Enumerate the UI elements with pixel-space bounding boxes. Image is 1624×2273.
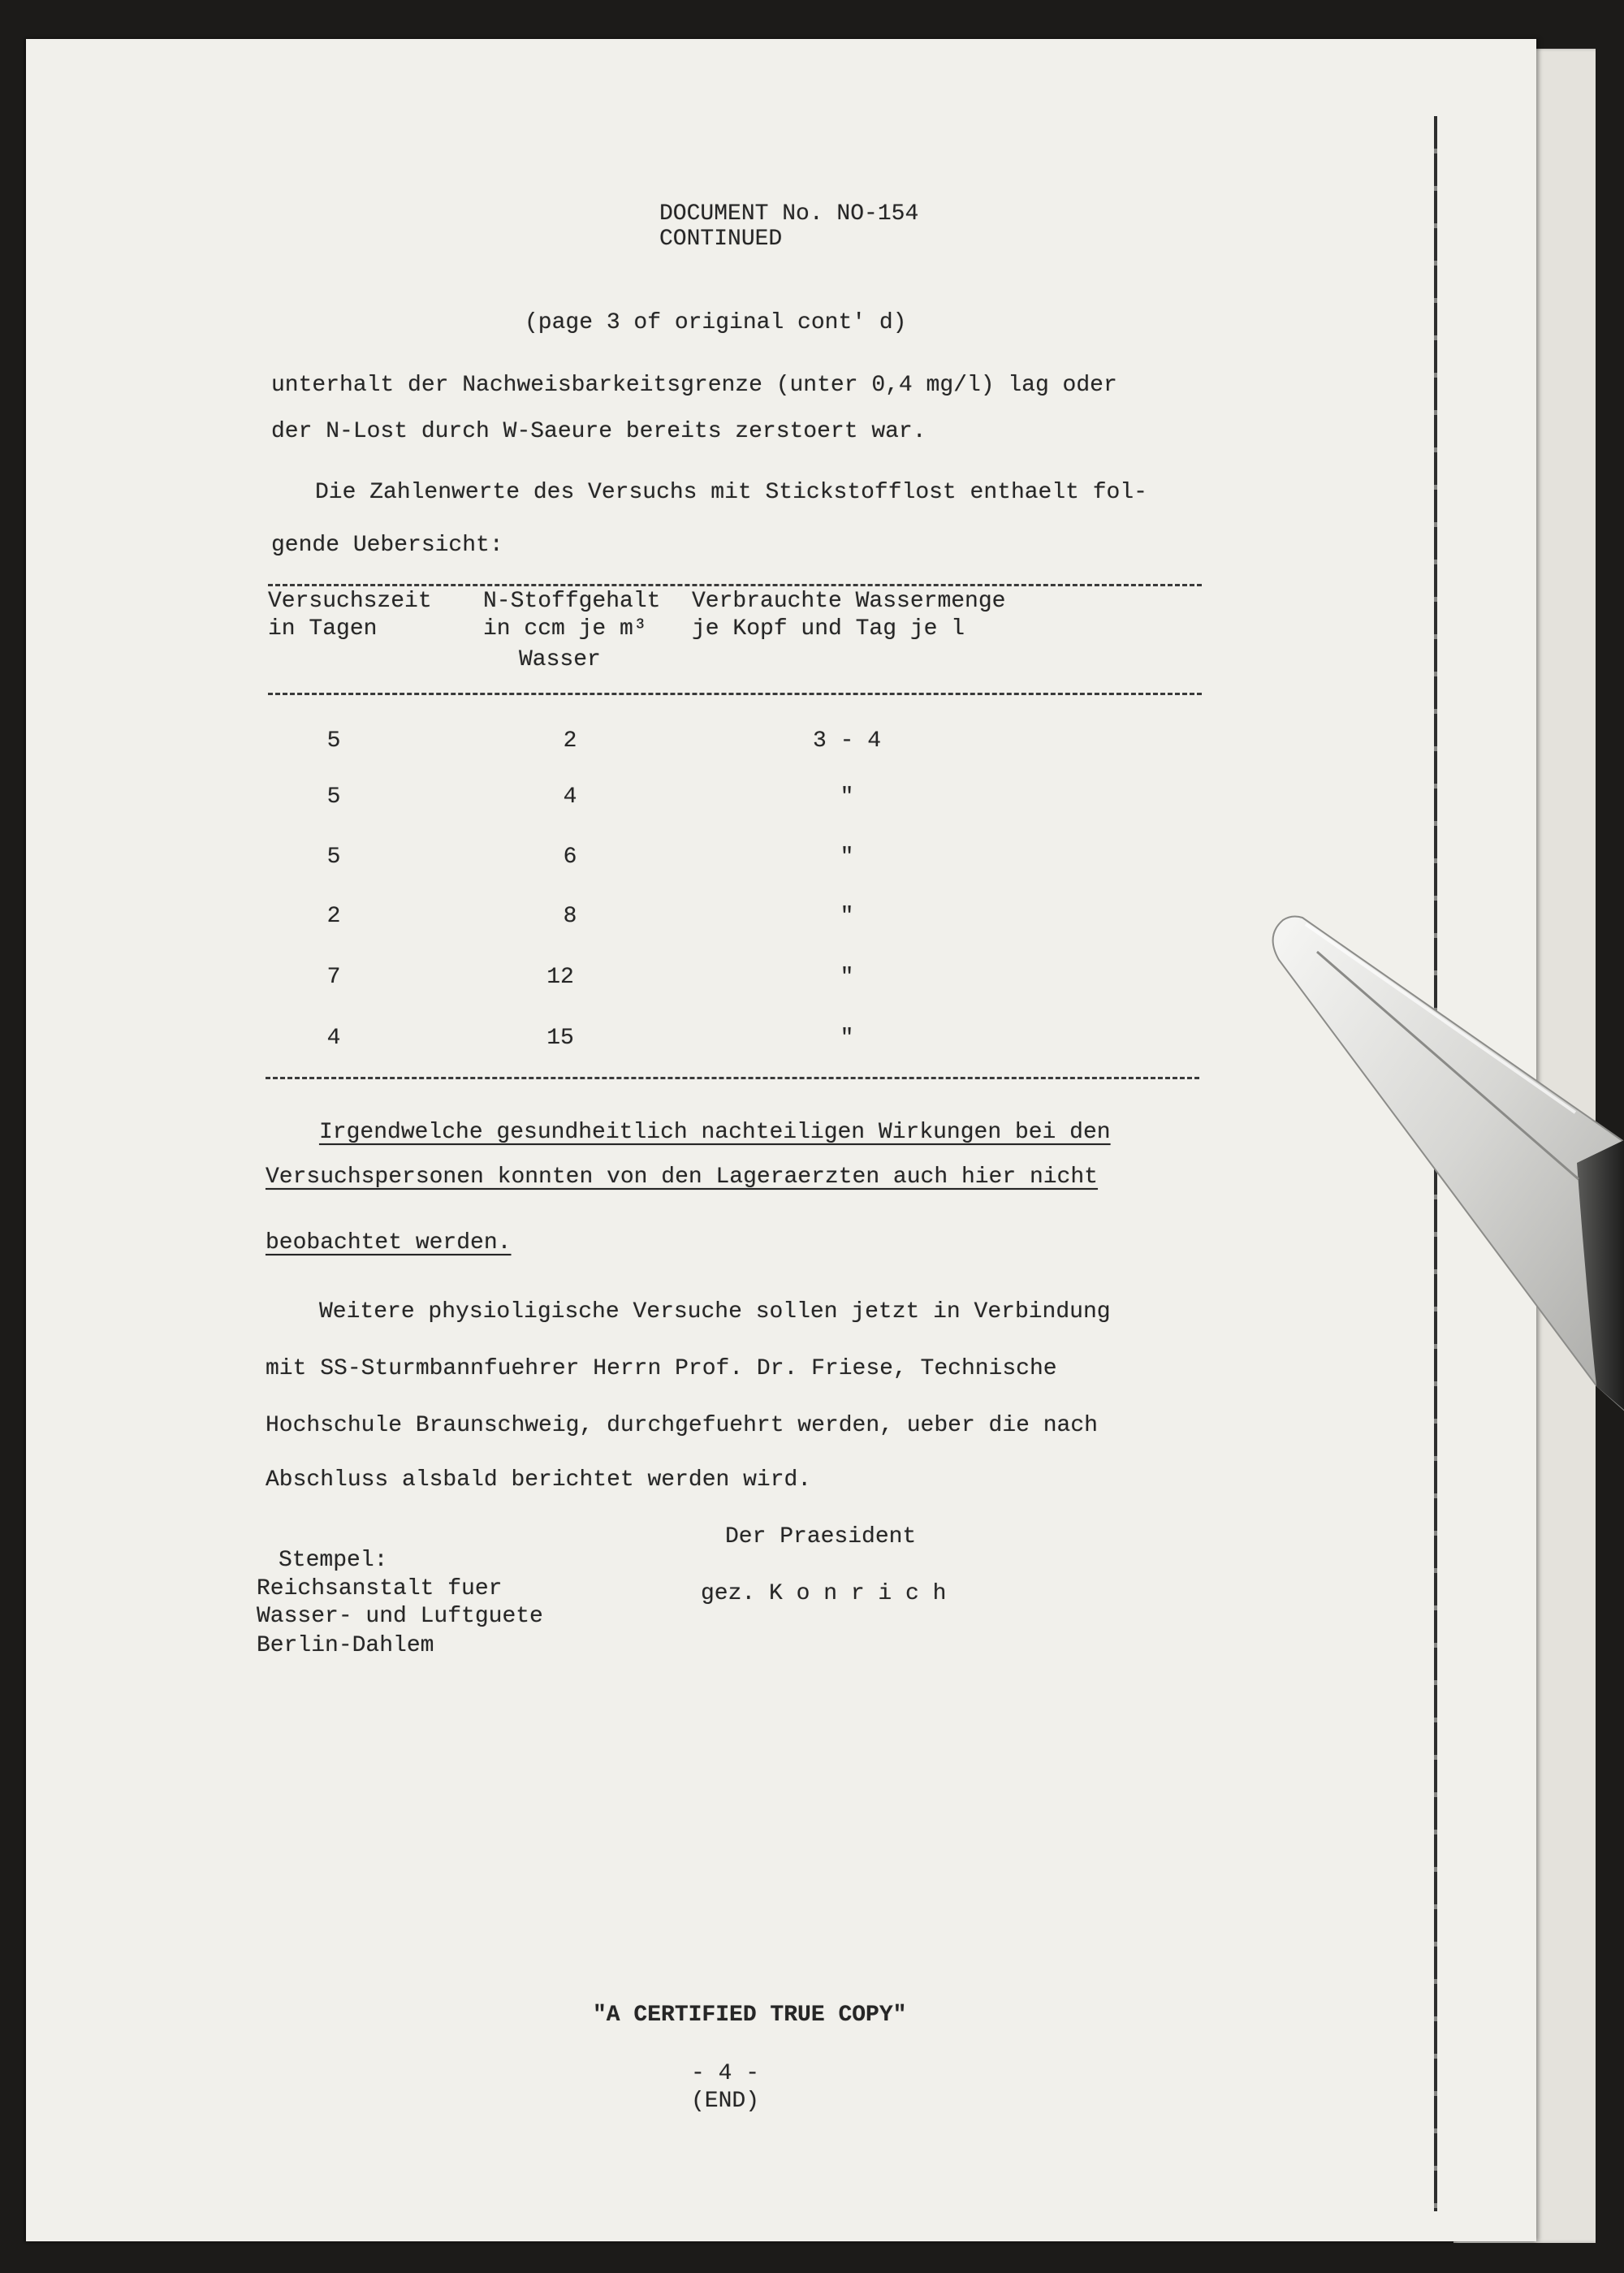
findings-line: Irgendwelche gesundheitlich nachteiligen Wirkungen bei den	[319, 1120, 1111, 1145]
table-cell-nitrogen: 12	[546, 965, 574, 990]
page-number: - 4 -	[691, 2061, 760, 2086]
findings-line: beobachtet werden.	[266, 1230, 512, 1255]
end-marker: (END)	[691, 2089, 760, 2114]
table-cell-nitrogen: 15	[546, 1026, 574, 1051]
table-cell-days: 2	[326, 904, 341, 929]
table-header-nitrogen: Wasser	[519, 647, 601, 672]
table-cell-nitrogen: 4	[563, 784, 577, 810]
body-line: Hochschule Braunschweig, durchgefuehrt werden, ueber die nach	[266, 1413, 1098, 1438]
table-cell-days: 5	[326, 845, 341, 870]
stamp-line: Berlin-Dahlem	[257, 1633, 434, 1658]
page-note: (page 3 of original cont' d)	[525, 310, 907, 335]
table-cell-nitrogen: 8	[563, 904, 577, 929]
body-line: unterhalt der Nachweisbarkeitsgrenze (unter 0,4 mg/l) lag oder	[271, 373, 1117, 398]
table-cell-days: 7	[326, 965, 341, 990]
stamp-line: Wasser- und Luftguete	[257, 1604, 543, 1629]
document-status: CONTINUED	[659, 227, 783, 252]
table-cell-nitrogen: 2	[563, 728, 577, 754]
tweezers-body	[1273, 917, 1624, 1410]
body-line: Die Zahlenwerte des Versuchs mit Stickstofflost enthaelt fol-	[315, 480, 1147, 505]
body-line: gende Uebersicht:	[271, 533, 503, 558]
table-cell-water: "	[840, 965, 854, 990]
table-cell-water: 3 - 4	[812, 728, 881, 754]
table-cell-water: "	[840, 784, 854, 810]
body-line: Abschluss alsbald berichtet werden wird.	[266, 1467, 812, 1493]
table-header-days: Versuchszeit	[268, 589, 432, 614]
table-cell-days: 4	[326, 1026, 341, 1051]
document-number: DOCUMENT No. NO-154	[659, 201, 919, 227]
body-line: der N-Lost durch W-Saeure bereits zerstoert war.	[271, 419, 926, 444]
table-header-water: je Kopf und Tag je l	[692, 616, 965, 642]
table-header-days: in Tagen	[268, 616, 378, 642]
signature-title: Der Praesident	[725, 1524, 917, 1549]
signature-name: gez. K o n r i c h	[701, 1581, 947, 1606]
table-cell-days: 5	[326, 728, 341, 754]
table-cell-nitrogen: 6	[563, 845, 577, 870]
findings-line: Versuchspersonen konnten von den Lageraerzten auch hier nicht	[266, 1165, 1098, 1190]
body-line: mit SS-Sturmbannfuehrer Herrn Prof. Dr. Friese, Technische	[266, 1356, 1057, 1381]
table-cell-water: "	[840, 845, 854, 870]
table-header-nitrogen: in ccm je m³	[483, 616, 647, 642]
body-line: Weitere physioligische Versuche sollen jetzt in Verbindung	[319, 1299, 1111, 1324]
stamp-line: Reichsanstalt fuer	[257, 1576, 503, 1601]
table-cell-water: "	[840, 1026, 854, 1051]
stamp-label: Stempel:	[279, 1548, 388, 1573]
table-header-nitrogen: N-Stoffgehalt	[483, 589, 661, 614]
table-header-water: Verbrauchte Wassermenge	[692, 589, 1006, 614]
certification-line: "A CERTIFIED TRUE COPY"	[593, 2003, 907, 2028]
table-cell-days: 5	[326, 784, 341, 810]
table-cell-water: "	[840, 904, 854, 929]
